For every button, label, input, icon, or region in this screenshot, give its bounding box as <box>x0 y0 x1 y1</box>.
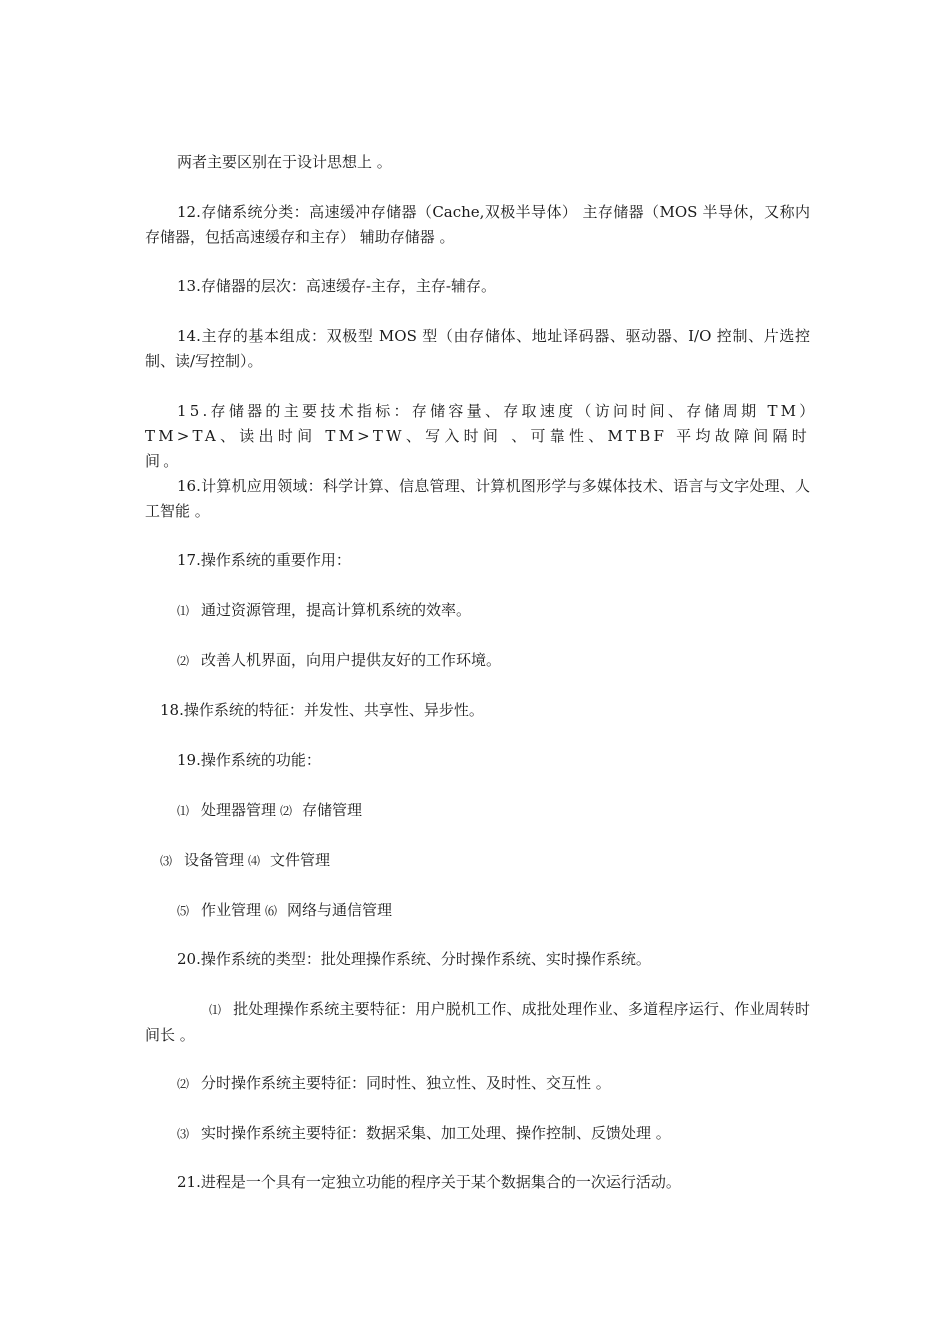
paragraph-16-application-fields: 16.计算机应用领域：科学计算、信息管理、计算机图形学与多媒体技术、语言与文字处理、人工智能 。 <box>145 477 810 520</box>
paragraph-18-os-features: 18.操作系统的特征：并发性、共享性、异步性。 <box>160 701 484 719</box>
list-item-20-1 <box>145 997 810 1048</box>
list-item-17-1 <box>177 598 471 624</box>
list-number: ⑶ <box>177 1127 190 1141</box>
list-item-text: 设备管理 <box>184 851 245 869</box>
list-item-19-1 <box>177 798 362 824</box>
paragraph-14-main-memory-composition: 14.主存的基本组成：双极型 MOS 型（由存储体、地址译码器、驱动器、I/O 控制、片选控制、读/写控制）。 <box>145 327 810 370</box>
list-item-text: 文件管理 <box>270 851 331 869</box>
paragraph-17-os-role: 17.操作系统的重要作用： <box>177 551 351 569</box>
list-item-text: 通过资源管理，提高计算机系统的效率。 <box>201 601 472 619</box>
paragraph-21-process-definition: 21.进程是一个具有一定独立功能的程序关于某个数据集合的一次运行活动。 <box>177 1173 681 1191</box>
paragraph-20-os-types: 20.操作系统的类型：批处理操作系统、分时操作系统、实时操作系统。 <box>177 950 651 968</box>
list-number: ⑵ <box>177 654 190 668</box>
list-item-20-2 <box>177 1071 611 1097</box>
list-item-20-3 <box>177 1121 671 1147</box>
list-number: ⑴ <box>177 604 190 618</box>
list-item-text: 存储管理 <box>302 801 363 819</box>
paragraph-13-memory-hierarchy: 13.存储器的层次：高速缓存-主存，主存-辅存。 <box>177 277 496 295</box>
list-item-text: 批处理操作系统主要特征：用户脱机工作、成批处理作业、多道程序运行、作业周转时间长 。 <box>145 1000 810 1044</box>
list-item-text: 实时操作系统主要特征：数据采集、加工处理、操作控制、反馈处理 。 <box>201 1124 671 1142</box>
list-item-text: 改善人机界面，向用户提供友好的工作环境。 <box>201 651 502 669</box>
paragraph-12-storage-classification: 12.存储系统分类：高速缓冲存储器（Cache,双极半导体） 主存储器（MOS 半导休，又称内存储器，包括高速缓存和主存） 辅助存储器 。 <box>145 203 810 246</box>
list-item-19-3 <box>160 848 330 874</box>
list-item-17-2 <box>177 648 501 674</box>
list-number: ⑷ <box>248 854 261 868</box>
list-number: ⑹ <box>265 904 278 918</box>
list-number: ⑶ <box>160 854 173 868</box>
list-item-text: 网络与通信管理 <box>287 901 393 919</box>
list-number: ⑴ <box>209 1003 222 1017</box>
paragraph-design-difference: 两者主要区别在于设计思想上 。 <box>177 153 392 171</box>
list-item-text: 作业管理 <box>201 901 262 919</box>
list-number: ⑵ <box>177 1077 190 1091</box>
list-number: ⑸ <box>177 904 190 918</box>
list-item-text: 分时操作系统主要特征：同时性、独立性、及时性、交互性 。 <box>201 1074 611 1092</box>
list-number: ⑴ <box>177 804 190 818</box>
paragraph-19-os-functions: 19.操作系统的功能： <box>177 751 321 769</box>
list-item-text: 处理器管理 <box>201 801 277 819</box>
list-number: ⑵ <box>280 804 293 818</box>
paragraph-15-memory-specs: 15.存储器的主要技术指标：存储容量、存取速度（访问时间、存储周期 TM）TM>TA、读出时间 TM>TW、写入时间 、可靠性、MTBF 平均故障间隔时间。 <box>145 402 810 470</box>
list-item-19-5 <box>177 898 392 924</box>
